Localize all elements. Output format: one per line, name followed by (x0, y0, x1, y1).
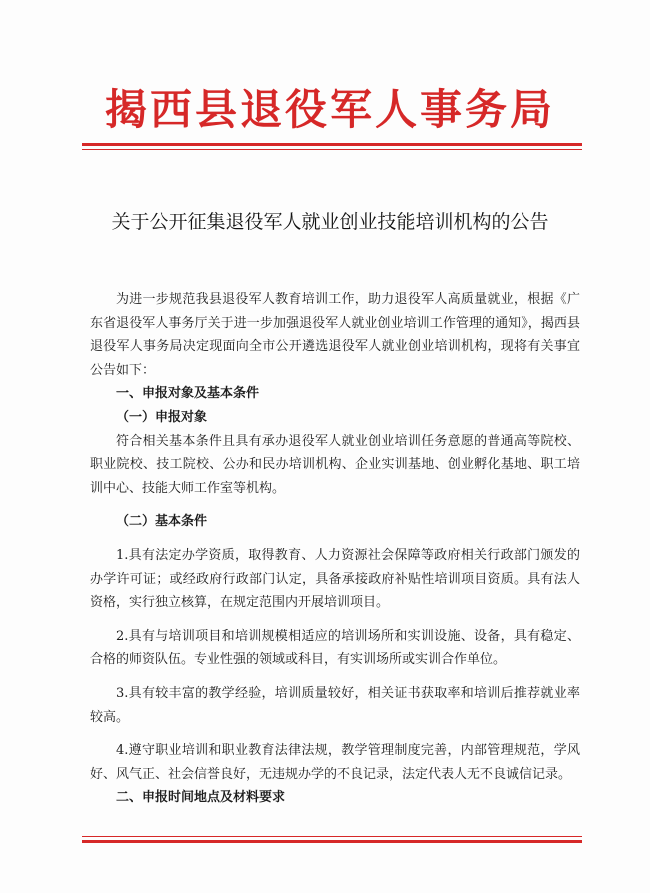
notice-body (90, 288, 580, 810)
section-heading-2: 二、申报时间地点及材料要求 (116, 790, 286, 806)
letterhead-red-rule-thin (82, 149, 582, 150)
condition-item-1: 1.具有法定办学资质，取得教育、人力资源社会保障等政府相关行政部门颁发的办学许可证；或经政府行政部门认定，具备承接政府补贴性培训项目资质。具有法人资格，实行独立核算，在规定范围内开展培训项目。 (90, 547, 580, 611)
notice-title: 关于公开征集退役军人就业创业技能培训机构的公告 (111, 211, 549, 233)
eligible-applicants-paragraph: 符合相关基本条件且具有承办退役军人就业创业培训任务意愿的普通高等院校、职业院校、技工院校、公办和民办培训机构、企业实训基地、创业孵化基地、职工培训中心、技能大师工作室等机构。 (90, 433, 580, 496)
footer-red-rule-thick (82, 840, 582, 843)
condition-item-3: 3.具有较丰富的教学经验，培训质量较好，相关证书获取率和培训后推荐就业率较高。 (90, 685, 580, 725)
intro-paragraph: 为进一步规范我县退役军人教育培训工作，助力退役军人高质量就业，根据《广东省退役军人事务厅关于进一步加强退役军人就业创业培训工作管理的通知》，揭西县退役军人事务局决定现面向全市公开遴选退役军人就业创业培训机构，现将有关事宜公告如下： (90, 292, 580, 378)
subsection-heading-1: （一）申报对象 (116, 409, 208, 425)
letterhead-org-name: 揭西县退役军人事务局 (104, 85, 555, 134)
footer-red-rule-thin (82, 836, 582, 837)
letterhead-red-rule-thick (82, 143, 582, 146)
section-heading-1: 一、申报对象及基本条件 (116, 386, 260, 402)
subsection-heading-2: （二）基本条件 (116, 514, 208, 530)
condition-item-2: 2.具有与培训项目和培训规模相适应的培训场所和实训设施、设备，具有稳定、合格的师资队伍。专业性强的领域或科目，有实训场所或实训合作单位。 (90, 628, 580, 668)
condition-item-4: 4.遵守职业培训和职业教育法律法规，教学管理制度完善，内部管理规范，学风好、风气正、社会信誉良好，无违规办学的不良记录，法定代表人无不良诚信记录。 (90, 743, 580, 782)
